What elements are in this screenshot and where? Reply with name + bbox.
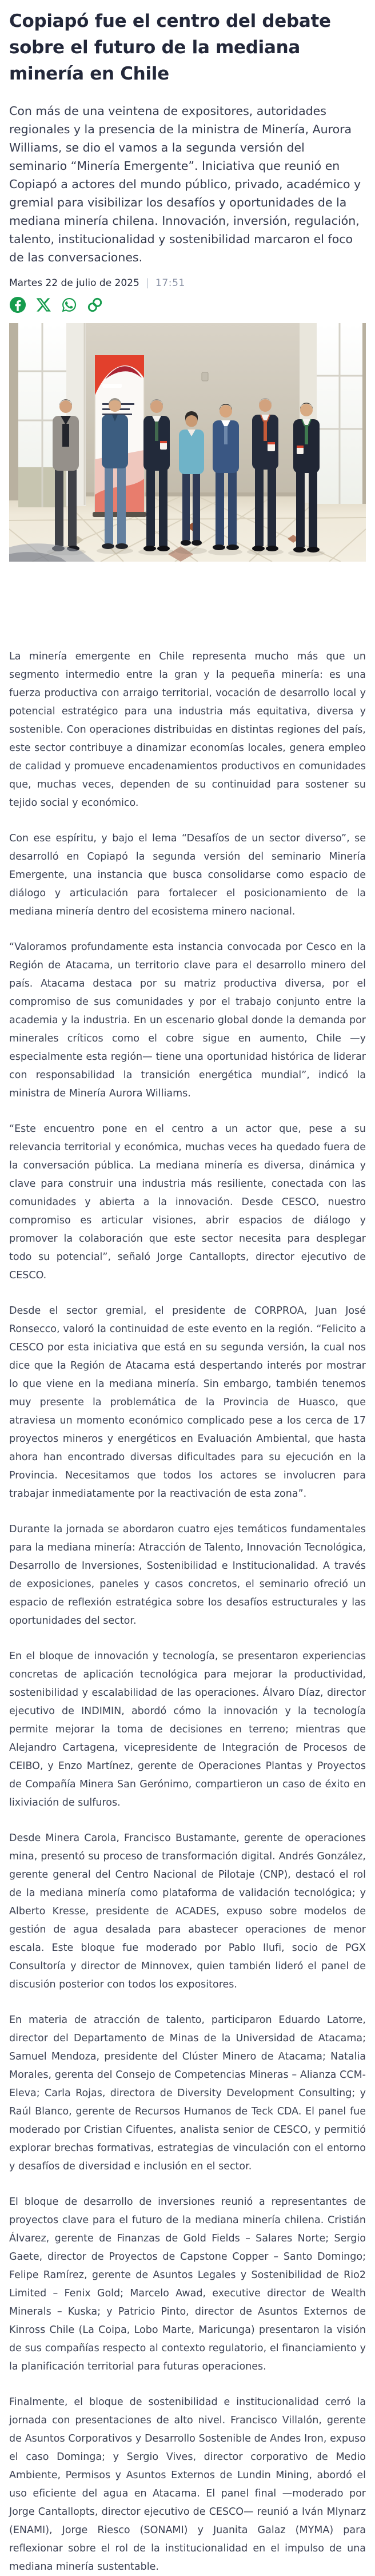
article-paragraph: Desde Minera Carola, Francisco Bustamante, gerente de operaciones mina, presentó su proceso de transformación digital. Andrés González, gerente general del Centro Nacional de Pilotaje (CNP), destacó el rol de la mediana minería como plataforma de validación tecnológica; y Alberto Kresse, presidente de ACADES, expuso sobre modelos de gestión de agua desalada para abastecer operaciones de menor escala. Este bloque fue moderado por Pablo Ilufi, socio de PGX Consultoría y director de Minnovex, quien también lideró el panel de discusión posterior con todos los expositores. — [9, 1832, 366, 1990]
article-paragraph: “Valoramos profundamente esta instancia convocada por Cesco en la Región de Atacama, un territorio clave para el desarrollo minero del país. Atacama destaca por su matriz productiva diversa, por el compromiso de sus comunidades y por el trabajo conjunto entre la academia y la industria. En un escenario global donde la demanda por minerales críticos como el cobre sigue en aumento, Chile —y especialmente esta región— tiene una oportunidad histórica de liderar con responsabilidad la transición energética mundial”, indicó la ministra de Minería Aurora Williams. — [9, 941, 366, 1099]
article-body — [9, 647, 366, 2576]
article-page — [0, 8, 375, 2576]
article-photo — [9, 323, 366, 562]
article-paragraph: El bloque de desarrollo de inversiones reunió a representantes de proyectos clave para el futuro de la mediana minería chilena. Cristián Álvarez, gerente de Finanzas de Gold Fields – Salares Norte; Sergio Gaete, director de Proyectos de Capstone Copper – Santo Domingo; Felipe Ramírez, gerente de Asuntos Legales y Sostenibilidad de Rio2 Limited – Fenix Gold; Marcelo Awad, executive director de Wealth Minerals – Kuska; y Patricio Pinto, director de Asuntos Externos de Kinross Chile (La Coipa, Lobo Marte, Maricunga) presentaron la visión de sus compañías respecto al contexto regulatorio, el financiamiento y la planificación territorial para futuras operaciones. — [9, 2196, 366, 2372]
article-paragraph: Con ese espíritu, y bajo el lema “Desafíos de un sector diverso”, se desarrolló en Copiapó la segunda versión del seminario Minería Emergente, una instancia que busca consolidarse como espacio de diálogo y articulación para fortalecer el posicionamiento de la mediana minería dentro del ecosistema minero nacional. — [9, 833, 366, 917]
article-paragraph: En materia de atracción de talento, participaron Eduardo Latorre, director del Departamento de Minas de la Universidad de Atacama; Samuel Mendoza, presidente del Clúster Minero de Atacama; Natalia Morales, gerenta del Consejo de Competencias Mineras – Alianza CCM-Eleva; Carla Rojas, directora de Diversity Development Consulting; y Raúl Blanco, gerente de Recursos Humanos de Teck CDA. El panel fue moderado por Cristian Cifuentes, analista senior de CESCO, y permitió explorar brechas formativas, estrategias de vinculación con el entorno y desafíos de diversidad e inclusión en el sector. — [9, 2014, 366, 2172]
article-paragraph: Desde el sector gremial, el presidente de CORPROA, Juan José Ronsecco, valoró la continuidad de este evento en la región. “Felicito a CESCO por esta iniciativa que está en su segunda versión, la cual nos dice que la Región de Atacama está despertando interés por mostrar lo que viene en la mediana minería. Sin embargo, también tenemos muy presente la problemática de la Provincia de Huasco, que atraviesa un momento económico complicado pese a los cerca de 17 proyectos mineros y energéticos en Evaluación Ambiental, que hasta ahora han encontrado diversas dificultades para su ejecución en la Provincia. Necesitamos que todos los actores se involucren para trabajar inmediatamente por la reactivación de esta zona”. — [9, 1305, 366, 1500]
article-paragraph: En el bloque de innovación y tecnología, se presentaron experiencias concretas de aplicación tecnológica para mejorar la productividad, sostenibilidad y escalabilidad de las operaciones. Álvaro Díaz, director ejecutivo de INDIMIN, abordó cómo la innovación y la tecnología permite mejorar la toma de decisiones en terreno; mientras que Alejandro Cartagena, vicepresidente de Integración de Procesos de CEIBO, y Enzo Martínez, gerente de Operaciones Plantas y Proyectos de Compañía Minera San Gerónimo, compartieron un caso de éxito en lixiviación de sulfuros. — [9, 1651, 366, 1808]
article-lead: Con más de una veintena de expositores, autoridades regionales y la presencia de la ministra de Minería, Aurora Williams, se dio el vamos a la segunda versión del seminario “Minería Emergente”. Iniciativa que reunió en Copiapó a actores del mundo público, privado, académico y gremial para visibilizar los desafíos y oportunidades de la mediana minería chilena. Innovación, inversión, regulación, talento, institucionalidad y sostenibilidad marcaron el foco de las conversaciones. — [9, 104, 361, 264]
meta-separator: | — [145, 277, 149, 289]
article-time: 17:51 — [155, 277, 185, 289]
x-share-button[interactable] — [35, 296, 52, 313]
article-paragraph: La minería emergente en Chile representa mucho más que un segmento intermedio entre la gran y la pequeña minería: es una fuerza productiva con arraigo territorial, vocación de desarrollo local y potencial estratégico para una industria más equitativa, diversa y sostenible. Con operaciones distribuidas en distintas regiones del país, este sector contribuye a dinamizar economías locales, genera empleo de calidad y promueve encadenamientos productivos en comunidades que, muchas veces, dependen de su continuidad para sostener su tejido social y económico. — [9, 651, 366, 809]
seminar-group-photo-illustration — [9, 323, 366, 562]
page-title: Copiapó fue el centro del debate sobre el futuro de la mediana minería en Chile — [9, 11, 331, 84]
x-icon — [35, 296, 52, 313]
article-paragraph: Finalmente, el bloque de sostenibilidad e institucionalidad cerró la jornada con presentaciones de alto nivel. Francisco Villalón, gerente de Asuntos Corporativos y Desarrollo Sostenible de Andes Iron, expuso el caso Dominga; y Sergio Vives, director corporativo de Medio Ambiente, Permisos y Asuntos Externos de Lundin Mining, abordó el uso eficiente del agua en Atacama. El panel final —moderado por Jorge Cantallopts, director ejecutivo de CESCO— reunió a Iván Mlynarz (ENAMI), Jorge Riesco (SONAMI) y Juanita Galaz (MYMA) para reflexionar sobre el rol de la institucionalidad en el impulso de una mediana minería sustentable. — [9, 2396, 366, 2573]
article-paragraph: “Este encuentro pone en el centro a un actor que, pese a su relevancia territorial y económica, muchas veces ha quedado fuera de la conversación pública. La mediana minería es diversa, dinámica y clave para construir una industria más resiliente, conectada con las comunidades y abierta a la innovación. Desde CESCO, nuestro compromiso es articular visiones, abrir espacios de diálogo y promover la colaboración que este sector necesita para desplegar todo su potencial”, señaló Jorge Cantallopts, director ejecutivo de CESCO. — [9, 1123, 366, 1281]
share-bar — [9, 296, 366, 313]
article-paragraph: Durante la jornada se abordaron cuatro ejes temáticos fundamentales para la mediana minería: Atracción de Talento, Innovación Tecnológica, Desarrollo de Inversiones, Sostenibilidad e Institucionalidad. A través de exposiciones, paneles y casos concretos, el seminario ofreció un espacio de reflexión estratégica sobre los desafíos estructurales y las oportunidades del sector. — [9, 1524, 366, 1627]
copy-link-share-button[interactable] — [86, 296, 103, 313]
link-icon — [86, 296, 103, 313]
whatsapp-share-button[interactable] — [61, 296, 78, 313]
whatsapp-icon — [61, 296, 78, 313]
article-meta — [9, 277, 366, 289]
article-date: Martes 22 de julio de 2025 — [9, 277, 139, 289]
facebook-share-button[interactable] — [9, 296, 26, 313]
facebook-icon — [9, 296, 26, 313]
